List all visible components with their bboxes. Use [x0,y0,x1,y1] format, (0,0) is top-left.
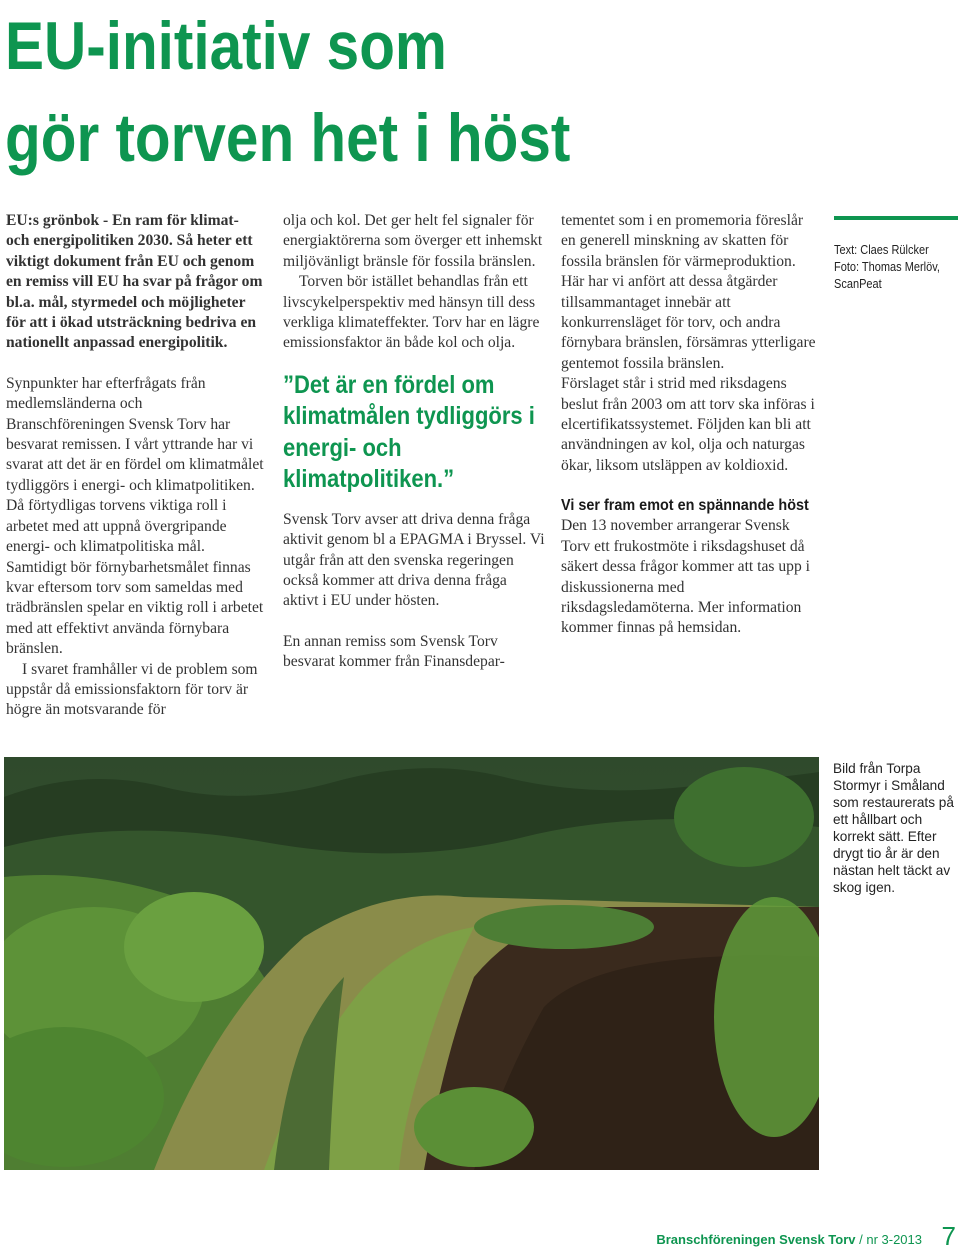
column-3 [561,211,821,639]
body-paragraph: Svensk Torv avser att driva denna fråga aktivit genom bl a EPAGMA i Bryssel. Vi utgår från att den svenska regeringen också kommer att driva denna fråga aktivt i EU under hösten. [283,510,545,610]
body-paragraph: olja och kol. Det ger helt fel signaler för energiaktörerna som överger ett inhemskt miljövänligt bränsle för fossila bränslen. [283,212,543,270]
page-number: 7 [941,1221,956,1251]
footer [656,1232,922,1247]
body-paragraph: Torven bör istället behandlas från ett livscykelperspektiv med hänsyn till dess verkliga klimateffekter. Torv har en lägre emissionsfaktor än både kol och olja. [283,273,540,352]
body-paragraph: Synpunkter har efterfrågats från medlemsländerna och Branschföreningen Svensk Torv har besvarat remissen. I vårt yttrande har vi svarat att det är en fördel om klimatmålet tydliggörs i energi- och klimatpolitiken. Då förtydligas torvens viktiga roll i arbetet med att uppnå övergripande energi- och klimatpolitiska mål. Samtidigt bör förnybarhetsmålet finnas kvar eftersom torv som sameldas med trädbränslen spelar en viktig roll i arbetet med att effektivt använda förnybara bränslen. [6,374,264,658]
credits-divider [834,216,958,220]
body-paragraph: Förslaget står i strid med riksdagens beslut från 2003 om att torv ska införas i elcertifikatssystemet. Följden kan bli att användningen av kol, olja och naturgas ökar, liksom utsläppen av koldioxid. [561,375,815,474]
body-paragraph: I svaret framhåller vi de problem som uppstår då emissionsfaktorn för torv är högre än motsvarande för [6,660,258,719]
photo-credit-agency: ScanPeat [834,277,882,291]
article-credits [834,242,943,293]
article-title [5,0,570,184]
section-subheading: Vi ser fram emot en spännande höst [561,497,809,515]
title-line-2: gör torven het i höst [5,100,571,176]
text-credit: Text: Claes Rülcker [834,243,929,257]
photo-credit: Foto: Thomas Merlöv, [834,260,940,274]
pull-quote: ”Det är en fördel om klimatmålen tydliggörs i energi- och klimatpolitiken.” [283,370,535,494]
photo-caption: Bild från Torpa Stormyr i Småland som restaurerats på ett hållbart och korrekt sätt. Efter drygt tio år är den nästan helt täckt av skog igen. [833,761,954,895]
body-paragraph: Den 13 november arrangerar Svensk Torv ett frukostmöte i riksdagshuset då säkert dessa frågor kommer att tas upp i diskussionerna med riksdagsledamöterna. Mer information kommer finnas på hemsidan. [561,517,810,637]
footer-issue: / nr 3-2013 [855,1232,922,1247]
lead-paragraph: EU:s grönbok - En ram för klimat- och energipolitiken 2030. Så heter ett viktigt dokument från EU och genom en remiss vill EU ha svar på frågor om bl.a. mål, styrmedel och möjligheter för att i ökad utsträckning bedriva en nationellt anpassad energipolitik. [6,212,263,352]
body-paragraph: En annan remiss som Svensk Torv besvarat kommer från Finansdepar- [283,632,505,671]
title-line-1: EU-initiativ som [5,8,447,84]
body-paragraph: tementet som i en promemoria föreslår en generell minskning av skatten för fossila bränslen för värmeproduktion. Här har vi anfört att dessa åtgärder tillsammantaget innebär att konkurrensläget för torv, och andra förnybara bränslen, försämras ytterligare gentemot fossila bränslen. [561,212,816,372]
footer-organization: Branschföreningen Svensk Torv [656,1232,856,1247]
bog-photo [4,757,819,1170]
column-2 [283,211,545,673]
column-1 [6,211,264,721]
